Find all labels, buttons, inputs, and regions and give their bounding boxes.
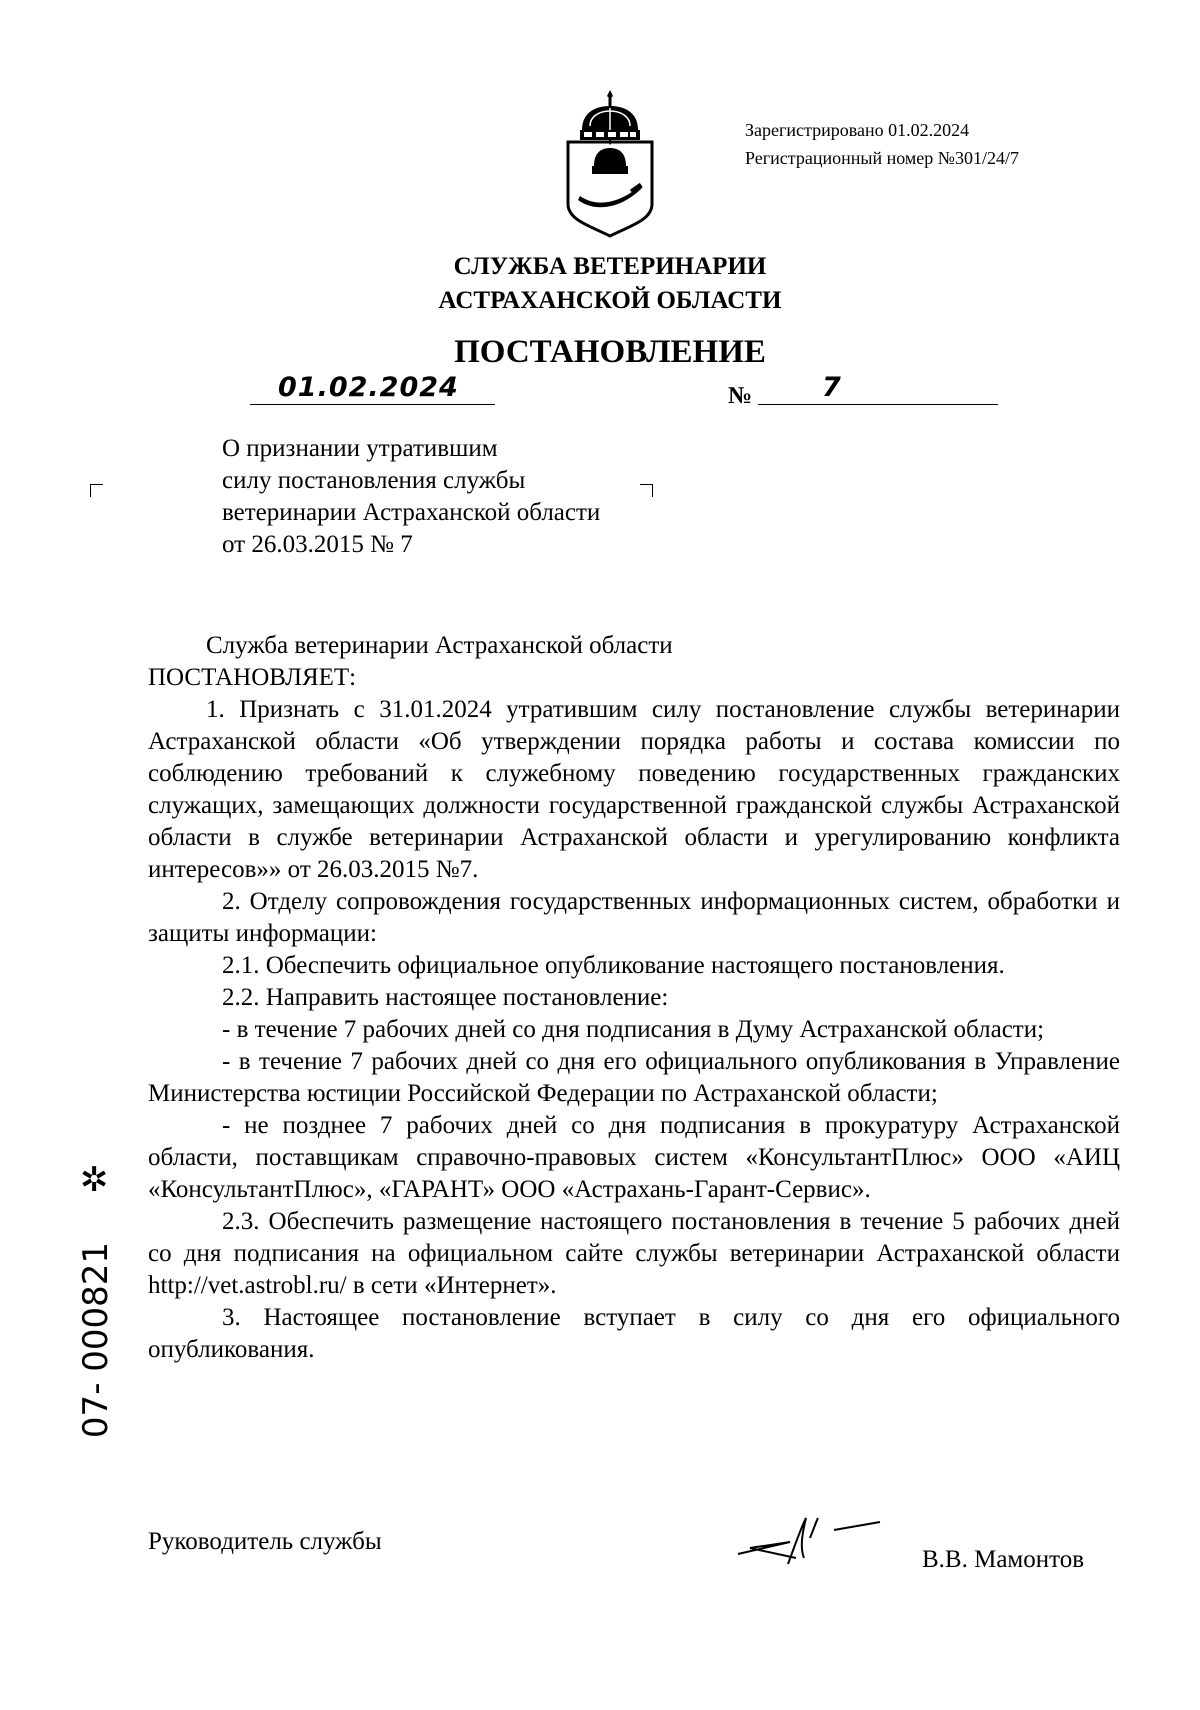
paragraph-2: 2. Отделу сопровождения государственных информационных систем, обработки и защиты информации:	[148, 888, 1120, 947]
paragraph-2-2: 2.2. Направить настоящее постановление:	[222, 984, 669, 1011]
paragraph-2-2-c: - не позднее 7 рабочих дней со дня подписания в прокуратуру Астраханской области, поставщикам справочно-правовых систем «КонсультантПлюс» ООО «АИЦ «КонсультантПлюс», «ГАРАНТ» ООО «Астрахань-Гарант-Сервис».	[148, 1112, 1120, 1203]
intro-line: Служба ветеринарии Астраханской области	[206, 632, 673, 659]
registration-stamp	[745, 116, 1019, 172]
signer-name: В.В. Мамонтов	[922, 1546, 1085, 1573]
organization-line-2: АСТРАХАНСКОЙ ОБЛАСТИ	[438, 287, 782, 314]
paragraph-2-2-b: - в течение 7 рабочих дней со дня его официального опубликования в Управление Министерства юстиции Российской Федерации по Астраханской области;	[148, 1048, 1120, 1107]
paragraph-1: 1. Признать с 31.01.2024 утратившим силу постановление службы ветеринарии Астраханской области «Об утверждении порядка работы и состава комиссии по соблюдению требований к служебному поведению государственных гражданских служащих, замещающих должности государственной гражданской службы Астраханской области в службе ветеринарии Астраханской области и урегулированию конфликта интересов»» от 26.03.2015 №7.	[148, 696, 1120, 883]
paragraph-2-1: 2.1. Обеспечить официальное опубликование настоящего постановления.	[222, 952, 1005, 979]
date-underline	[250, 404, 495, 405]
document-date: 01.02.2024	[278, 372, 459, 403]
subject-line: силу постановления службы	[222, 467, 526, 494]
organization-line-1: СЛУЖБА ВЕТЕРИНАРИИ	[453, 253, 767, 280]
document-body	[148, 630, 1120, 1366]
subject-line: от 26.03.2015 № 7	[222, 531, 413, 558]
margin-stamp-code: 07- 000821	[76, 1241, 116, 1439]
paragraph-2-3: 2.3. Обеспечить размещение настоящего постановления в течение 5 рабочих дней со дня подписания на официальном сайте службы ветеринарии Астраханской области http://vet.astrobl.ru/ в сети «Интернет».	[148, 1208, 1120, 1299]
subject-line: ветеринарии Астраханской области	[222, 499, 601, 526]
coat-of-arms-icon	[560, 86, 660, 238]
margin-stamp	[66, 1241, 126, 1439]
registration-number: Регистрационный номер №301/24/7	[745, 148, 1019, 168]
document-number: 7	[822, 372, 841, 403]
number-underline	[758, 404, 998, 405]
handwritten-signature-icon	[730, 1508, 900, 1568]
document-subject	[222, 433, 692, 561]
document-type: ПОСТАНОВЛЕНИЕ	[454, 334, 766, 370]
number-label: №	[728, 383, 753, 409]
paragraph-2-2-a: - в течение 7 рабочих дней со дня подписания в Думу Астраханской области;	[222, 1016, 1045, 1043]
margin-mark: ✲	[80, 1160, 109, 1200]
organization-name	[330, 250, 890, 318]
subject-bracket-left	[90, 484, 103, 497]
subject-line: О признании утратившим	[222, 435, 498, 462]
signer-position: Руководитель службы	[148, 1528, 382, 1555]
registration-date: Зарегистрировано 01.02.2024	[745, 120, 970, 140]
decree-word: ПОСТАНОВЛЯЕТ:	[148, 664, 357, 691]
paragraph-3: 3. Настоящее постановление вступает в силу со дня его официального опубликования.	[148, 1304, 1120, 1363]
